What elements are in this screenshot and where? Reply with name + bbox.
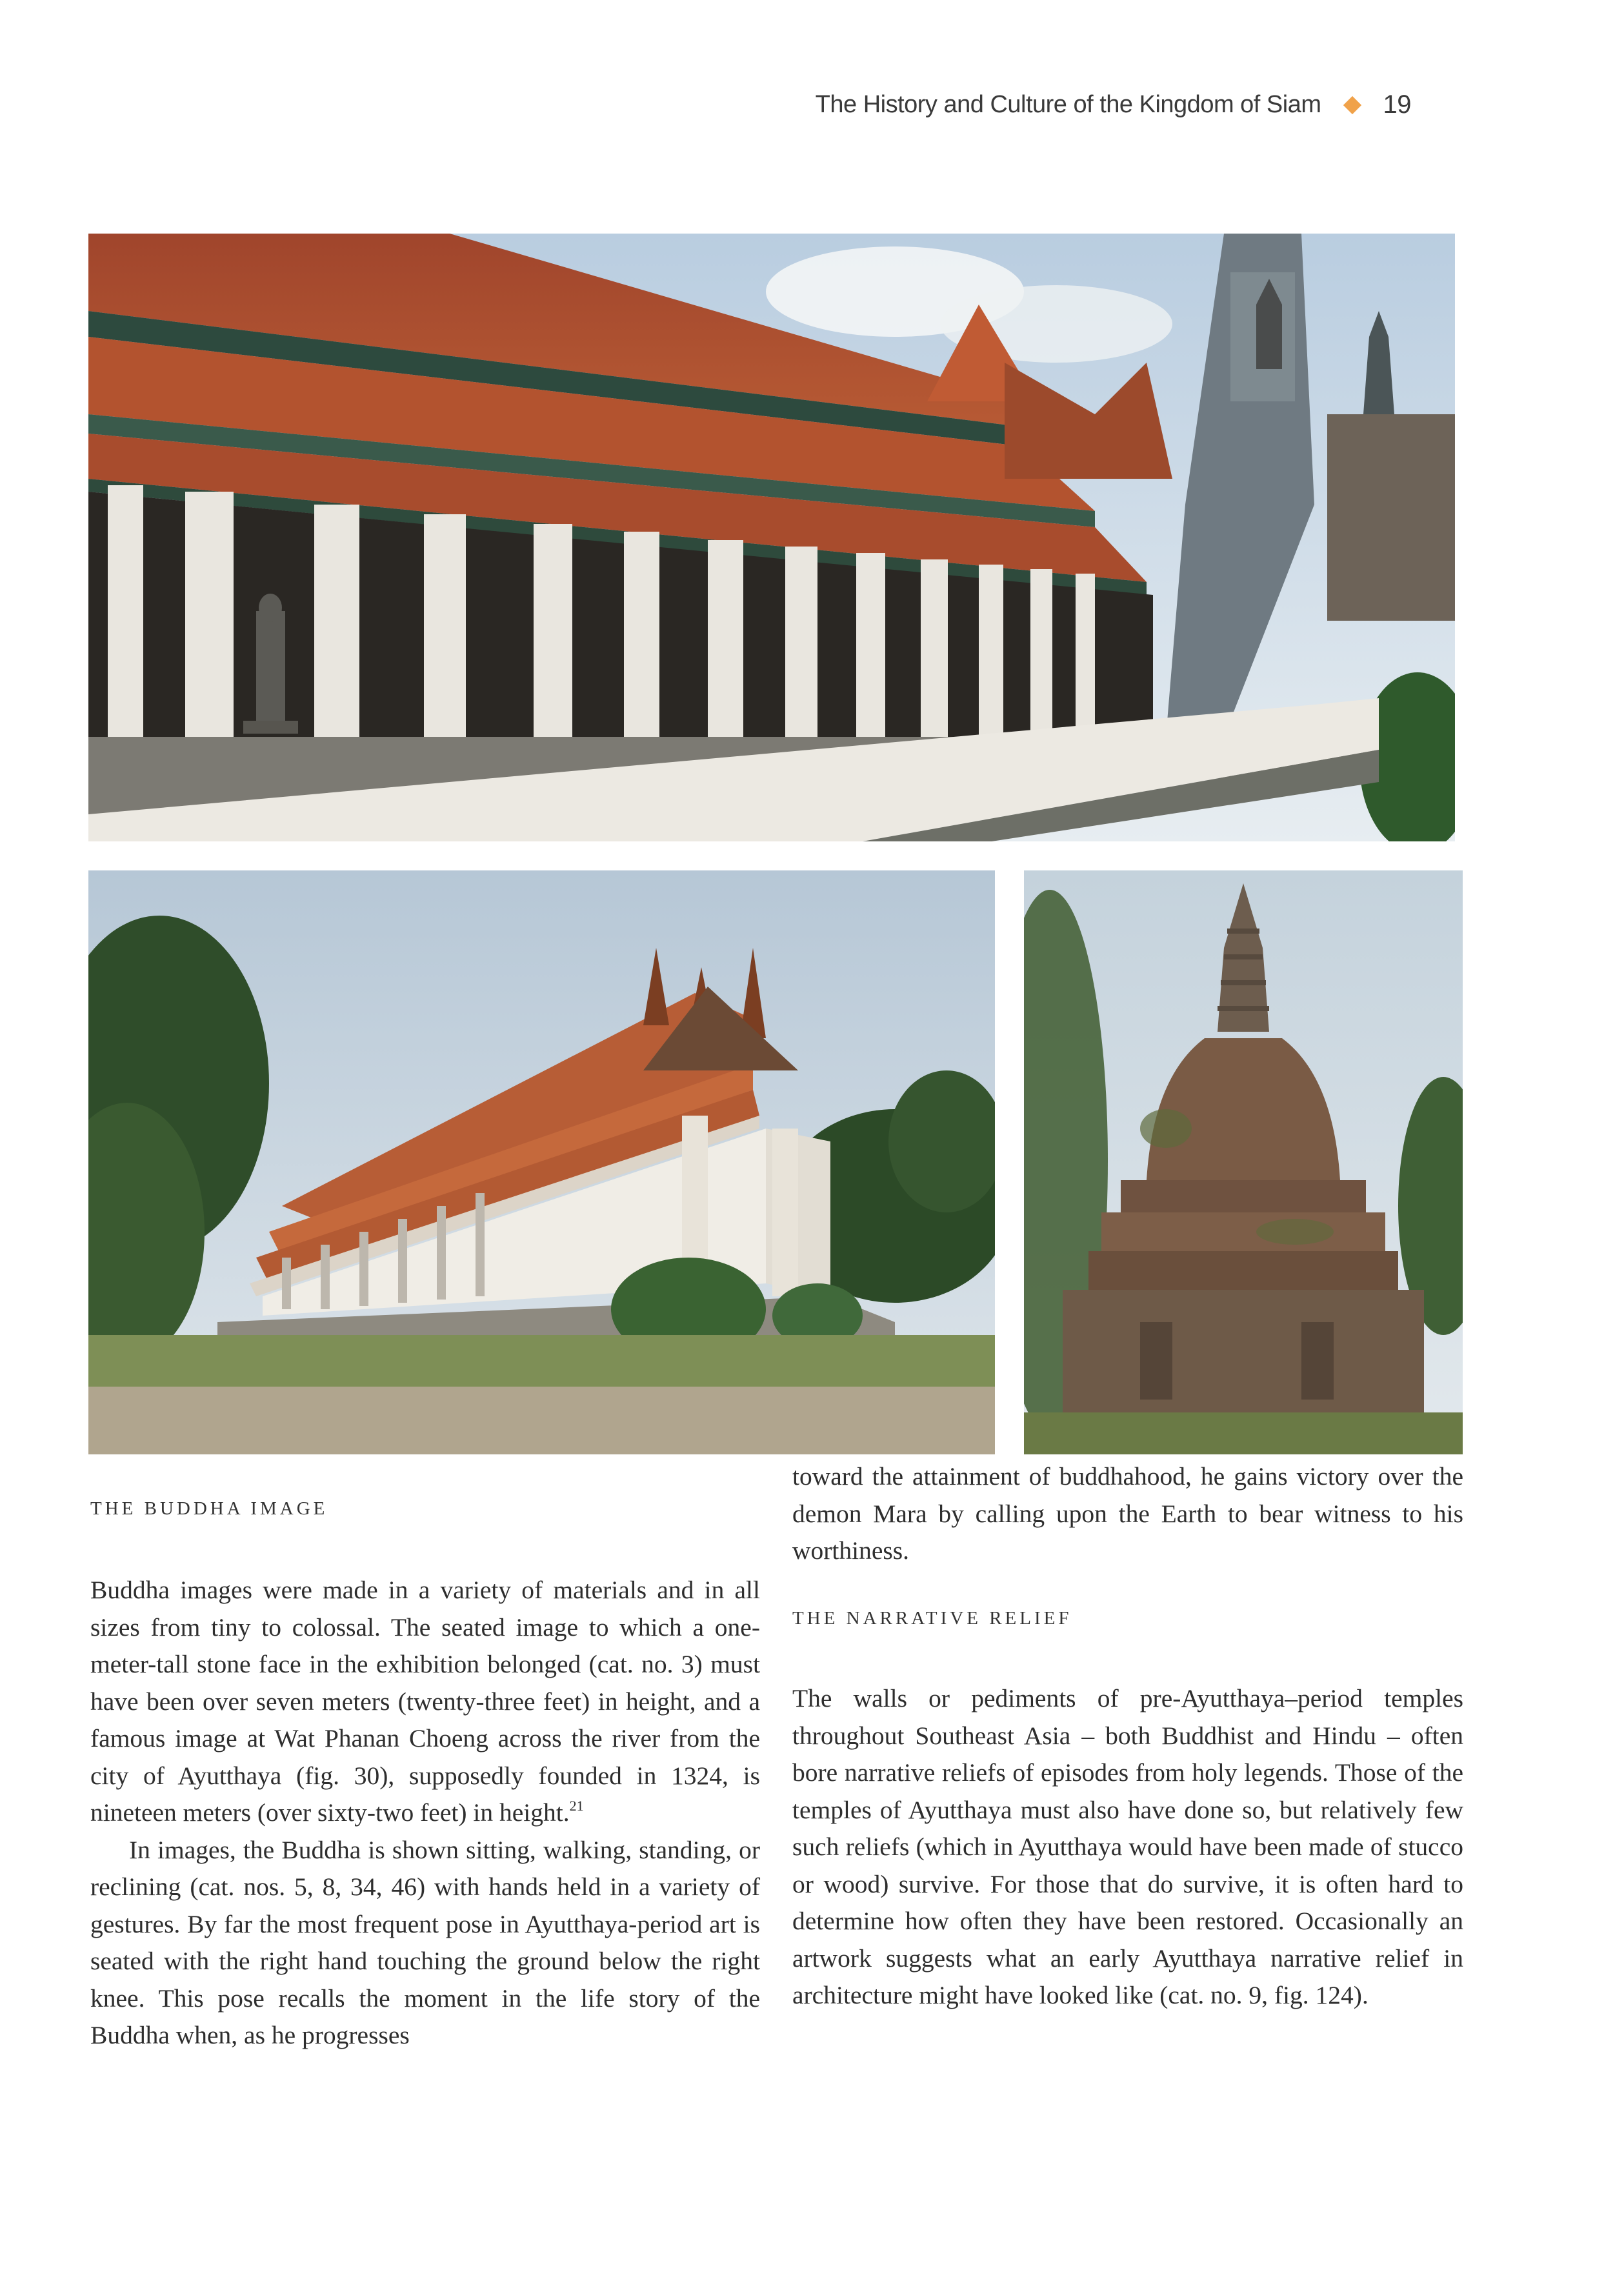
photo-temple-hall — [88, 870, 995, 1454]
right-column-continuation — [792, 1458, 1463, 1570]
heading-buddha-image: THE BUDDHA IMAGE — [90, 1498, 328, 1519]
right-column-text — [792, 1680, 1463, 2014]
photo-chedi-ruin — [1024, 870, 1463, 1454]
running-header — [816, 90, 1411, 119]
paragraph-text: Buddha images were made in a variety of materials and in all sizes from tiny to colossal. The seated image to which a one-meter-tall stone face in the exhibition belonged (cat. no. 3) must have been over seven meters (twenty-three feet) in height, and a famous image at Wat Phanan Choeng across the river from the city of Ayutthaya (fig. 30), supposedly founded in 1324, is nineteen meters (over sixty-two feet) in height. — [90, 1576, 760, 1827]
diamond-icon — [1343, 95, 1361, 114]
paragraph: toward the attainment of buddhahood, he gains victory over the demon Mara by calling upon the Earth to bear witness to his worthiness. — [792, 1462, 1463, 1565]
paragraph — [90, 1572, 760, 1832]
left-column-text — [90, 1572, 760, 2054]
running-title: The History and Culture of the Kingdom of Siam — [815, 91, 1321, 118]
footnote-marker: 21 — [569, 1798, 584, 1814]
heading-narrative-relief: THE NARRATIVE RELIEF — [792, 1608, 1072, 1629]
paragraph: In images, the Buddha is shown sitting, walking, standing, or reclining (cat. nos. 5, 8, 34, 46) with hands held in a variety of gestures. By far the most frequent pose in Ayutthaya-period art is seated with the right hand touching the ground below the right knee. This pose recalls the moment in the life story of the Buddha when, as he progresses — [90, 1835, 760, 2049]
paragraph: The walls or pediments of pre-Ayutthaya–period temples throughout Southeast Asia – both Buddhist and Hindu – often bore narrative reliefs of episodes from holy legends. Those of the temples of Ayutthaya must also have done so, but relatively few such reliefs (which in Ayutthaya would have been made of stucco or wood) survive. For those that do survive, it is often hard to determine how often they have been restored. Occasionally an artwork suggests what an early Ayutthaya narrative relief in architecture might have looked like (cat. no. 9, fig. 124). — [792, 1684, 1463, 2009]
page-number: 19 — [1383, 90, 1411, 119]
photo-temple-gallery — [88, 234, 1455, 841]
